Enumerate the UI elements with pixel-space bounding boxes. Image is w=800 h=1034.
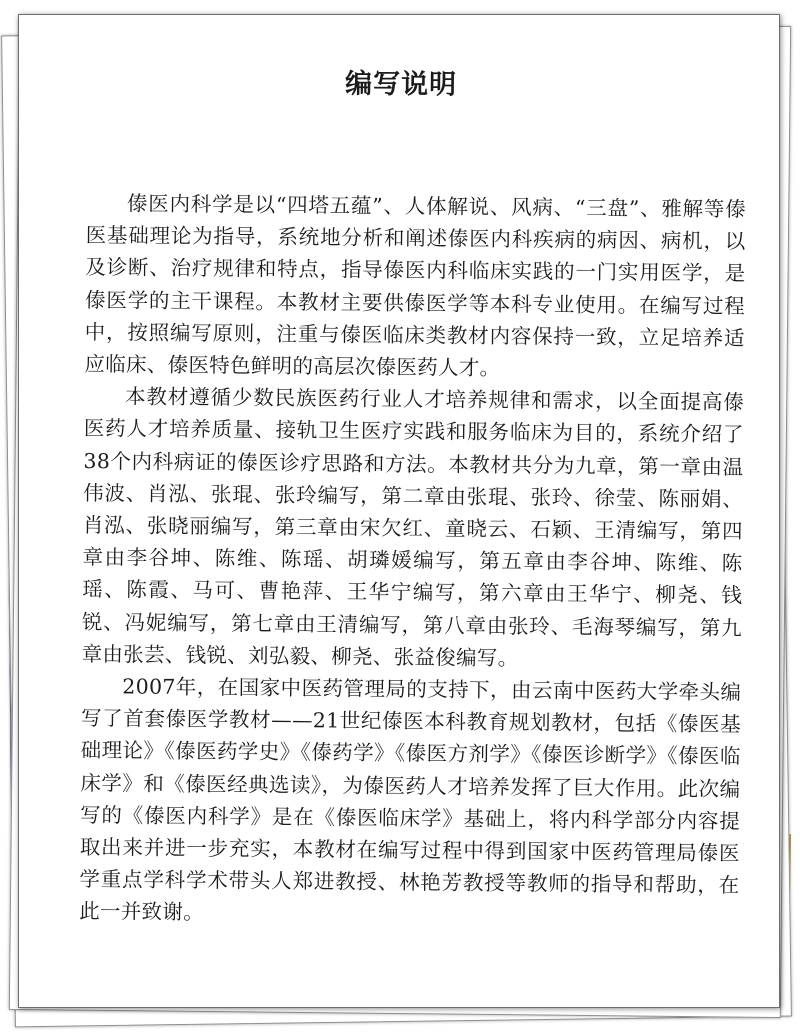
- paragraph-intro: 傣医内科学是以“四塔五蕴”、人体解说、风病、“三盘”、雅解等傣医基础理论为指导，系统地分析和阐述傣医内科疾病的病因、病机，以及诊断、治疗规律和特点，指导傣医内科临床实践的一门实用医学，是傣医学的主干课程。本教材主要供傣医学等本科专业使用。在编写过程中，按照编写原则，注重与傣医临床类教材内容保持一致，立足培养适应临床、傣医特色鲜明的高层次傣医药人才。: [84, 191, 747, 380]
- paragraph-acknowledgement: 2007年，在国家中医药管理局的支持下，由云南中医药大学牵头编写了首套傣医学教材——21世纪傣医本科教育规划教材，包括《傣医基础理论》《傣医药学史》《傣药学》《傣医方剂学》《傣医诊断学》《傣医临床学》和《傣医经典选读》，为傣医药人才培养发挥了巨大作用。此次编写的《傣医内科学》是在《傣医临床学》基础上，将内科学部分内容提取出来并进一步充实，本教材在编写过程中得到国家中医药管理局傣医学重点学科学术带头人郑进教授、林艳芳教授等教师的指导和帮助，在此一并致谢。: [79, 674, 742, 925]
- document-body: [79, 187, 746, 934]
- document-page: [12, 10, 781, 1009]
- page-title: 编写说明: [344, 68, 458, 101]
- paragraph-authors: 本教材遵循少数民族医药行业人才培养规律和需求，以全面提高傣医药人才培养质量、接轨卫生医疗实践和服务临床为目的，系统介绍了38个内科病证的傣医诊疗思路和方法。本教材共分为九章，第一章由温伟波、肖泓、张琨、张玲编写，第二章由张琨、张玲、徐莹、陈丽娟、肖泓、张晓丽编写，第三章由宋欠红、童晓云、石颖、王清编写，第四章由李谷坤、陈维、陈瑶、胡璘媛编写，第五章由李谷坤、陈维、陈瑶、陈霞、马可、曹艳萍、王华宁编写，第六章由王华宁、柳尧、钱锐、冯妮编写，第七章由王清编写，第八章由张玲、毛海琴编写，第九章由张芸、钱锐、刘弘毅、柳尧、张益俊编写。: [81, 384, 745, 671]
